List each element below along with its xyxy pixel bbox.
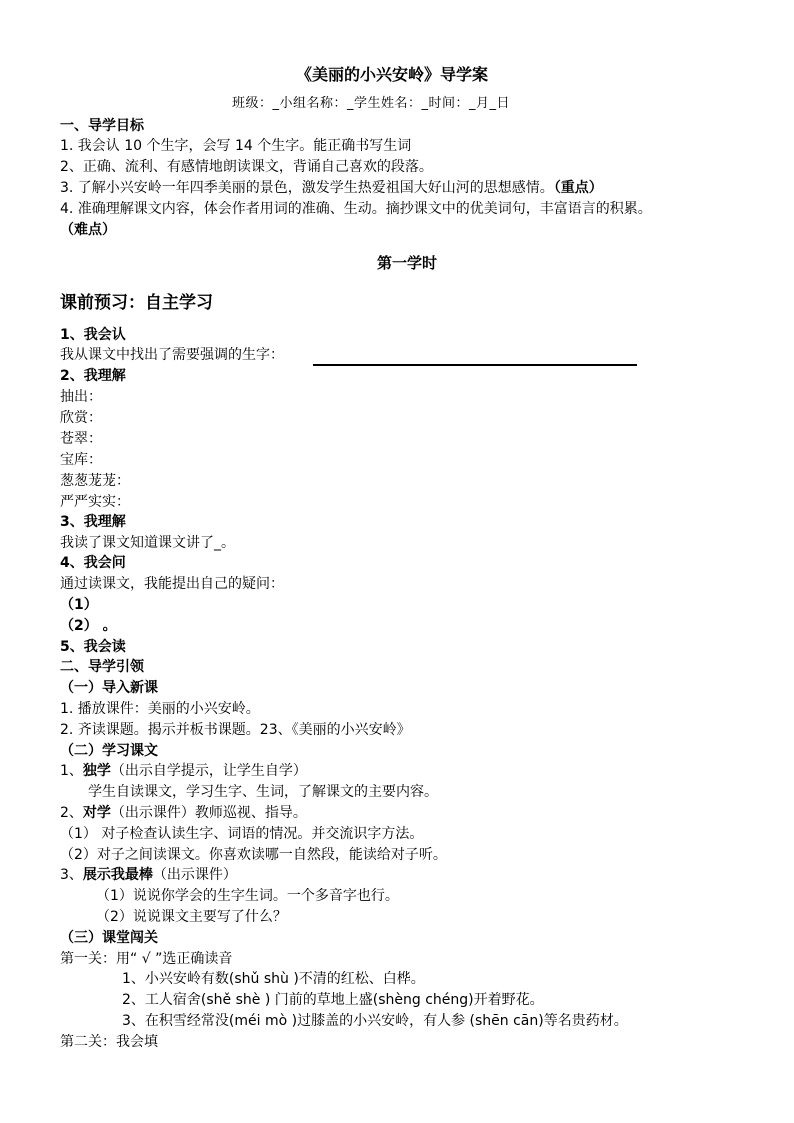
question-title: 2、我理解 [60,368,126,384]
subsection-title: （三）课堂闯关 [60,930,158,946]
vocab-item: 苍翠： [60,431,102,447]
list-item: 2. 齐读课题。揭示并板书课题。23、《美丽的小兴安岭》 [60,722,411,738]
step-item: （1）说说你学会的生字生词。一个多音字也行。 [96,888,399,904]
step-title [60,804,307,822]
document-title: 《美丽的小兴安岭》导学案 [296,65,489,84]
question-title: 1、我会认 [60,327,126,343]
vocab-item: 欣赏： [60,410,102,426]
step-note: （出示自学提示，让学生自学） [110,763,307,779]
preview-heading: 课前预习：自主学习 [60,293,213,313]
question-title: 4、我会问 [60,555,126,571]
vocab-item: 宝库： [60,452,102,468]
goal-item: 4. 准确理解课文内容，体会作者用词的准确、生动。摘抄课文中的优美词句，丰富语言的积累。 [60,201,652,217]
section-heading-goals: 一、导学目标 [60,118,144,134]
list-item: 1. 播放课件：美丽的小兴安岭。 [60,701,260,717]
step-number: 3、 [60,867,83,883]
step-label: 展示我最棒 [82,867,153,883]
level-item: 1、小兴安岭有数(shǔ shù )不清的红松、白桦。 [122,971,425,987]
goal-item [60,179,603,197]
question-item: （1） [60,597,98,613]
subsection-title: （一）导入新课 [60,680,158,696]
level-title: 第二关：我会填 [60,1034,158,1050]
goal-item: 1. 我会认 10 个生字，会写 14 个生字。能正确书写生词 [60,138,412,154]
goal-text: 3. 了解小兴安岭一年四季美丽的景色，激发学生热爱祖国大好山河的思想感情。 [60,180,554,196]
key-point-label: （重点） [553,180,603,196]
question-item-label: （2） 。 [60,618,117,634]
step-note: （出示课件） [152,867,237,883]
level-item: 2、工人宿舍(shě shè ) 门前的草地上盛(shèng chéng)开着野花。 [122,992,544,1008]
step-item: （2）说说课文主要写了什么？ [96,909,287,925]
level-title: 第一关：用“ √ ”选正确读音 [60,951,233,967]
step-title [60,866,237,884]
lesson-title: 第一学时 [377,254,438,272]
step-item: （1） 对子检查认读生字、词语的情况。并交流识字方法。 [60,826,424,842]
question-text: 我从课文中找出了需要强调的生字： [60,347,284,363]
step-title [60,762,307,780]
step-label: 对学 [82,805,111,821]
question-title: 3、我理解 [60,514,126,530]
goal-item: 2、正确、流利、有感情地朗读课文，背诵自己喜欢的段落。 [60,159,433,175]
step-note: （出示课件）教师巡视、指导。 [110,805,307,821]
step-label: 独学 [82,763,111,779]
question-text: 我读了课文知道课文讲了_。 [60,535,235,551]
step-item: （2）对子之间读课文。你喜欢读哪一自然段，能读给对子听。 [60,847,447,863]
question-text: 通过读课文，我能提出自己的疑问： [60,576,284,592]
step-detail: 学生自读课文，学习生字、生词，了解课文的主要内容。 [88,784,438,800]
level-item: 3、在积雪经常没(méi mò )过膝盖的小兴安岭，有人参 (shēn cān)等名贵药材。 [122,1013,628,1029]
subsection-title: （二）学习课文 [60,743,158,759]
step-number: 1、 [60,763,83,779]
step-number: 2、 [60,805,83,821]
info-line: 班级：_小组名称：_学生姓名：_时间：_月_日 [232,96,511,111]
question-title: 5、我会读 [60,639,126,655]
vocab-item: 严严实实： [60,494,130,510]
question-item [60,617,117,635]
answer-blank-line [313,364,637,366]
section-heading-guide: 二、导学引领 [60,659,144,675]
vocab-item: 抽出： [60,389,102,405]
vocab-item: 葱葱茏茏： [60,473,130,489]
difficulty-label: （难点） [60,222,116,238]
